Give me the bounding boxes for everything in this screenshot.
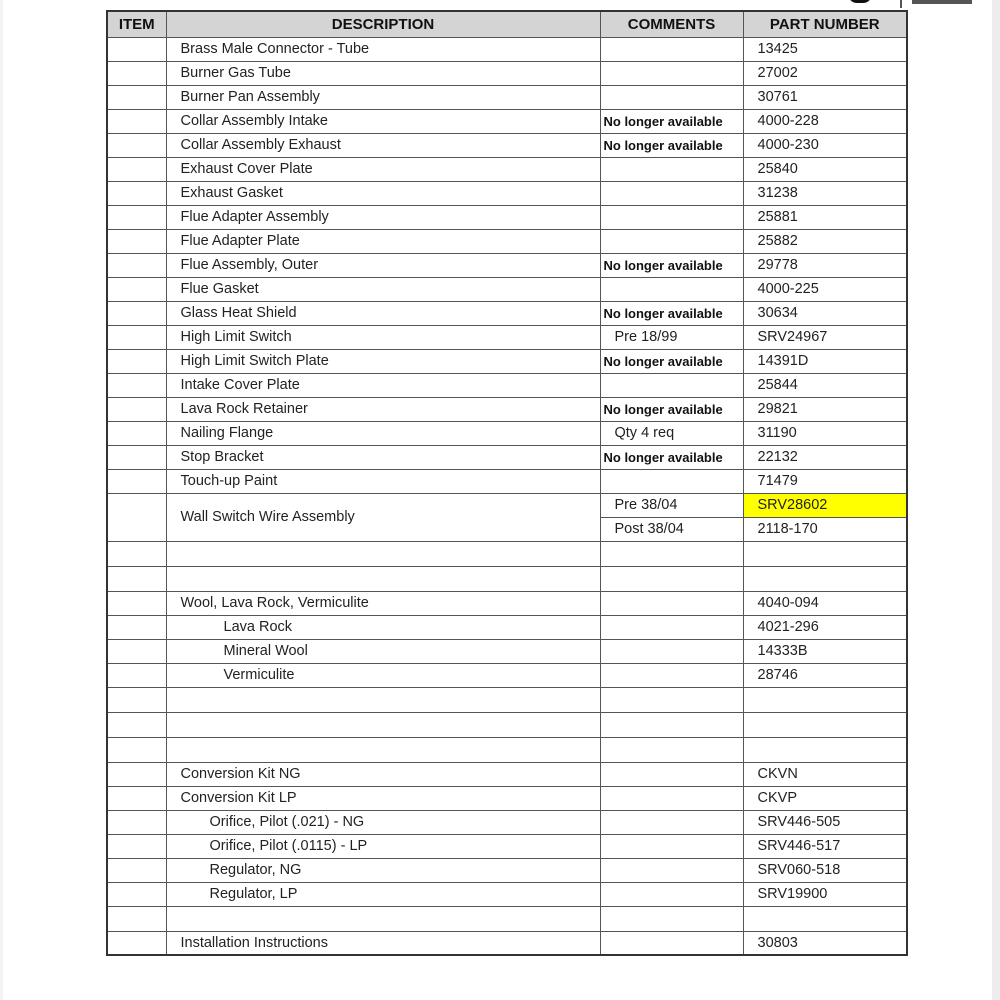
item-cell xyxy=(107,639,166,663)
comments-cell xyxy=(600,61,743,85)
parts-table xyxy=(106,10,908,956)
empty-row xyxy=(107,906,907,931)
table-row xyxy=(107,301,907,325)
cropped-title-fragment xyxy=(330,0,890,4)
part-number-cell: 4000-225 xyxy=(743,277,907,301)
part-number-cell: 28746 xyxy=(743,663,907,687)
part-number-cell xyxy=(743,712,907,737)
description-cell: Regulator, LP xyxy=(166,882,600,906)
header-description: DESCRIPTION xyxy=(166,11,600,37)
table-row xyxy=(107,445,907,469)
part-number-cell: 29778 xyxy=(743,253,907,277)
description-cell: Installation Instructions xyxy=(166,931,600,955)
comments-cell xyxy=(600,810,743,834)
comments-cell xyxy=(600,277,743,301)
table-row xyxy=(107,349,907,373)
part-number-cell: 25882 xyxy=(743,229,907,253)
table-row xyxy=(107,325,907,349)
item-cell xyxy=(107,397,166,421)
comments-cell xyxy=(600,639,743,663)
part-number-cell xyxy=(743,737,907,762)
empty-row xyxy=(107,737,907,762)
description-cell: Flue Gasket xyxy=(166,277,600,301)
comments-cell xyxy=(600,858,743,882)
part-number-cell: 4000-228 xyxy=(743,109,907,133)
comments-cell: Post 38/04 xyxy=(600,517,743,541)
comments-cell xyxy=(600,882,743,906)
description-cell: Exhaust Cover Plate xyxy=(166,157,600,181)
description-cell: Lava Rock Retainer xyxy=(166,397,600,421)
comments-cell xyxy=(600,541,743,566)
part-number-cell: 2118-170 xyxy=(743,517,907,541)
item-cell xyxy=(107,906,166,931)
comments-cell xyxy=(600,786,743,810)
description-cell: Orifice, Pilot (.0115) - LP xyxy=(166,834,600,858)
item-cell xyxy=(107,253,166,277)
part-number-cell: 30634 xyxy=(743,301,907,325)
part-number-cell: CKVP xyxy=(743,786,907,810)
description-cell: Flue Adapter Assembly xyxy=(166,205,600,229)
table-row xyxy=(107,639,907,663)
description-cell: Lava Rock xyxy=(166,615,600,639)
item-cell xyxy=(107,834,166,858)
table-row xyxy=(107,229,907,253)
part-number-cell: 4040-094 xyxy=(743,591,907,615)
header-item: ITEM xyxy=(107,11,166,37)
table-row xyxy=(107,205,907,229)
empty-row xyxy=(107,541,907,566)
table-row xyxy=(107,397,907,421)
comments-cell: No longer available xyxy=(600,445,743,469)
empty-row xyxy=(107,712,907,737)
table-row xyxy=(107,85,907,109)
table-row xyxy=(107,882,907,906)
cropped-right-fragment xyxy=(900,0,992,8)
comments-cell: No longer available xyxy=(600,301,743,325)
part-number-cell: SRV19900 xyxy=(743,882,907,906)
empty-row xyxy=(107,687,907,712)
table-row xyxy=(107,858,907,882)
table-row xyxy=(107,931,907,955)
comments-cell xyxy=(600,931,743,955)
description-cell xyxy=(166,712,600,737)
page-edge-left xyxy=(0,0,3,1000)
comments-cell xyxy=(600,663,743,687)
description-cell: Nailing Flange xyxy=(166,421,600,445)
item-cell xyxy=(107,663,166,687)
part-number-cell: 25881 xyxy=(743,205,907,229)
description-cell: Collar Assembly Intake xyxy=(166,109,600,133)
item-cell xyxy=(107,85,166,109)
part-number-cell: CKVN xyxy=(743,762,907,786)
table-row xyxy=(107,277,907,301)
comments-cell xyxy=(600,469,743,493)
table-row xyxy=(107,663,907,687)
description-cell: Intake Cover Plate xyxy=(166,373,600,397)
description-cell: Brass Male Connector - Tube xyxy=(166,37,600,61)
description-cell: Wool, Lava Rock, Vermiculite xyxy=(166,591,600,615)
item-cell xyxy=(107,712,166,737)
comments-cell xyxy=(600,373,743,397)
comments-cell xyxy=(600,737,743,762)
table-row xyxy=(107,181,907,205)
part-number-cell: 31190 xyxy=(743,421,907,445)
item-cell xyxy=(107,157,166,181)
item-cell xyxy=(107,109,166,133)
comments-cell xyxy=(600,229,743,253)
comments-cell xyxy=(600,85,743,109)
description-cell xyxy=(166,541,600,566)
item-cell xyxy=(107,591,166,615)
part-number-cell xyxy=(743,541,907,566)
item-cell xyxy=(107,133,166,157)
description-cell: Flue Assembly, Outer xyxy=(166,253,600,277)
table-row xyxy=(107,615,907,639)
description-cell: High Limit Switch xyxy=(166,325,600,349)
comments-cell xyxy=(600,687,743,712)
table-row xyxy=(107,421,907,445)
comments-cell: Pre 38/04 xyxy=(600,493,743,517)
item-cell xyxy=(107,205,166,229)
description-cell: High Limit Switch Plate xyxy=(166,349,600,373)
description-cell: Vermiculite xyxy=(166,663,600,687)
item-cell xyxy=(107,445,166,469)
table-row xyxy=(107,37,907,61)
comments-cell xyxy=(600,205,743,229)
table-row xyxy=(107,373,907,397)
part-number-cell: 25840 xyxy=(743,157,907,181)
part-number-cell: SRV24967 xyxy=(743,325,907,349)
part-number-cell xyxy=(743,566,907,591)
description-cell: Burner Gas Tube xyxy=(166,61,600,85)
comments-cell: No longer available xyxy=(600,397,743,421)
part-number-cell: 27002 xyxy=(743,61,907,85)
item-cell xyxy=(107,325,166,349)
part-number-cell: 31238 xyxy=(743,181,907,205)
comments-cell xyxy=(600,37,743,61)
part-number-cell: 13425 xyxy=(743,37,907,61)
header-comments: COMMENTS xyxy=(600,11,743,37)
table-row xyxy=(107,762,907,786)
table-row xyxy=(107,109,907,133)
part-number-cell: 22132 xyxy=(743,445,907,469)
comments-cell: Qty 4 req xyxy=(600,421,743,445)
description-cell: Conversion Kit LP xyxy=(166,786,600,810)
description-cell: Burner Pan Assembly xyxy=(166,85,600,109)
description-cell xyxy=(166,687,600,712)
item-cell xyxy=(107,786,166,810)
header-row xyxy=(107,11,907,37)
table-row xyxy=(107,61,907,85)
header-part-number: PART NUMBER xyxy=(743,11,907,37)
item-cell xyxy=(107,421,166,445)
comments-cell: No longer available xyxy=(600,109,743,133)
description-cell: Orifice, Pilot (.021) - NG xyxy=(166,810,600,834)
table-row xyxy=(107,469,907,493)
part-number-cell xyxy=(743,687,907,712)
part-number-cell: 30803 xyxy=(743,931,907,955)
description-cell: Stop Bracket xyxy=(166,445,600,469)
part-number-cell: SRV446-505 xyxy=(743,810,907,834)
description-cell: Exhaust Gasket xyxy=(166,181,600,205)
part-number-cell: 14333B xyxy=(743,639,907,663)
item-cell xyxy=(107,373,166,397)
item-cell xyxy=(107,277,166,301)
description-cell: Flue Adapter Plate xyxy=(166,229,600,253)
item-cell xyxy=(107,469,166,493)
part-number-cell: 4000-230 xyxy=(743,133,907,157)
comments-cell xyxy=(600,762,743,786)
item-cell xyxy=(107,615,166,639)
comments-cell xyxy=(600,566,743,591)
description-cell xyxy=(166,566,600,591)
description-cell xyxy=(166,737,600,762)
comments-cell: No longer available xyxy=(600,253,743,277)
comments-cell xyxy=(600,834,743,858)
description-cell xyxy=(166,906,600,931)
comments-cell: No longer available xyxy=(600,133,743,157)
description-cell: Touch-up Paint xyxy=(166,469,600,493)
item-cell xyxy=(107,349,166,373)
item-cell xyxy=(107,61,166,85)
item-cell xyxy=(107,810,166,834)
item-cell xyxy=(107,737,166,762)
page-edge-right xyxy=(992,0,1000,1000)
table-row xyxy=(107,157,907,181)
part-number-cell: SRV060-518 xyxy=(743,858,907,882)
description-cell: Regulator, NG xyxy=(166,858,600,882)
part-number-cell: 29821 xyxy=(743,397,907,421)
empty-row xyxy=(107,566,907,591)
item-cell xyxy=(107,493,166,541)
item-cell xyxy=(107,541,166,566)
table-row xyxy=(107,133,907,157)
description-cell: Mineral Wool xyxy=(166,639,600,663)
comments-cell xyxy=(600,906,743,931)
description-cell: Collar Assembly Exhaust xyxy=(166,133,600,157)
table-row xyxy=(107,786,907,810)
part-number-cell: 4021-296 xyxy=(743,615,907,639)
comments-cell xyxy=(600,181,743,205)
comments-cell xyxy=(600,712,743,737)
table-row xyxy=(107,591,907,615)
comments-cell xyxy=(600,157,743,181)
table-row xyxy=(107,253,907,277)
table-row xyxy=(107,834,907,858)
description-cell: Wall Switch Wire Assembly xyxy=(166,493,600,541)
comments-cell: No longer available xyxy=(600,349,743,373)
item-cell xyxy=(107,882,166,906)
item-cell xyxy=(107,762,166,786)
part-number-cell: 30761 xyxy=(743,85,907,109)
item-cell xyxy=(107,181,166,205)
part-number-cell: 14391D xyxy=(743,349,907,373)
table-row-wall-switch xyxy=(107,493,907,517)
table-row xyxy=(107,810,907,834)
description-cell: Conversion Kit NG xyxy=(166,762,600,786)
item-cell xyxy=(107,301,166,325)
part-number-cell-highlighted: SRV28602 xyxy=(743,493,907,517)
comments-cell xyxy=(600,615,743,639)
item-cell xyxy=(107,687,166,712)
item-cell xyxy=(107,37,166,61)
item-cell xyxy=(107,566,166,591)
item-cell xyxy=(107,229,166,253)
part-number-cell: 25844 xyxy=(743,373,907,397)
comments-cell: Pre 18/99 xyxy=(600,325,743,349)
comments-cell xyxy=(600,591,743,615)
item-cell xyxy=(107,858,166,882)
part-number-cell xyxy=(743,906,907,931)
description-cell: Glass Heat Shield xyxy=(166,301,600,325)
item-cell xyxy=(107,931,166,955)
part-number-cell: SRV446-517 xyxy=(743,834,907,858)
part-number-cell: 71479 xyxy=(743,469,907,493)
